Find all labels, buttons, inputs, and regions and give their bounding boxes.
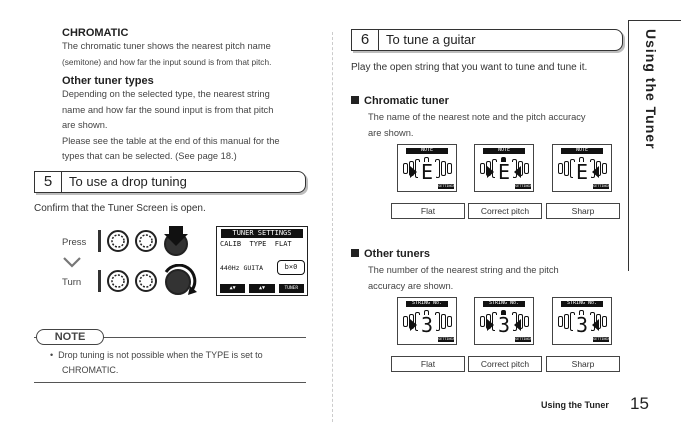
flat-value-highlight: b×0 — [277, 260, 305, 275]
note-heading: NOTE — [36, 329, 104, 345]
text-line: The name of the nearest note and the pitch accuracy — [368, 112, 586, 122]
arrow-right-icon — [487, 319, 494, 331]
arrow-left-icon — [592, 166, 599, 178]
arrow-right-icon — [487, 166, 494, 178]
tuner-display — [474, 297, 534, 345]
note-text — [50, 348, 263, 378]
display-header — [406, 148, 448, 154]
text-line: CHROMATIC. — [62, 365, 119, 375]
settings-tab — [593, 337, 609, 342]
tuner-settings-screen — [216, 226, 308, 296]
display-value: E — [575, 160, 589, 184]
footer-section-name: Using the Tuner — [541, 400, 609, 410]
display-header — [561, 148, 603, 154]
tuner-display — [474, 144, 534, 192]
display-header — [483, 301, 525, 307]
press-label: Press — [62, 237, 87, 248]
display-caption: Sharp — [546, 203, 620, 219]
text-line: Please see the table at the end of this manual for the — [62, 135, 280, 146]
other-tuner-types-description — [62, 87, 307, 165]
section-title: To use a drop tuning — [69, 174, 187, 189]
settings-tab — [438, 184, 454, 189]
tuner-display — [552, 297, 612, 345]
footswitch-icon — [136, 231, 156, 251]
settings-tab — [515, 184, 531, 189]
text-line: are shown. — [62, 120, 108, 130]
screen-footer — [220, 284, 304, 293]
chromatic-heading: CHROMATIC — [62, 27, 129, 39]
footswitch-row-turn — [96, 264, 208, 305]
arrow-icon: ▲▼ — [249, 284, 274, 293]
chromatic-description — [62, 39, 307, 70]
display-header — [561, 301, 603, 307]
display-value: 3 — [497, 313, 511, 337]
display-caption: Flat — [391, 356, 465, 372]
arrow-left-icon — [592, 319, 599, 331]
display-caption: Correct pitch — [468, 356, 542, 372]
heading-text: Other tuners — [364, 248, 431, 260]
section-title: To tune a guitar — [386, 32, 476, 47]
settings-label: SETTINGS — [593, 337, 610, 341]
settings-label: SETTINGS — [438, 184, 455, 188]
section-5-header — [34, 171, 306, 193]
column-divider — [332, 32, 333, 422]
tuner-display — [397, 297, 457, 345]
side-tab-label: Using the Tuner — [643, 29, 659, 150]
display-header-label: NOTE — [420, 147, 434, 153]
display-header-label: STRING No. — [566, 300, 598, 306]
heading-text: Chromatic tuner — [364, 95, 449, 107]
screen-row-values: 440Hz GUITA — [220, 264, 264, 272]
footswitch-row-press — [96, 224, 204, 263]
text-line: accuracy are shown. — [368, 280, 454, 291]
tuner-label: TUNER — [279, 284, 304, 293]
tune-intro: Play the open string that you want to tune and tune it. — [351, 62, 588, 73]
arrow-left-icon — [514, 166, 521, 178]
display-header-label: STRING No. — [488, 300, 520, 306]
screen-title: TUNER SETTINGS — [221, 229, 303, 238]
display-caption: Correct pitch — [468, 203, 542, 219]
display-caption: Sharp — [546, 356, 620, 372]
section-number: 6 — [352, 30, 379, 50]
settings-label: SETTINGS — [593, 184, 610, 188]
bullet-icon: • — [50, 350, 59, 360]
arrow-left-icon — [514, 319, 521, 331]
footswitch-pressed-icon — [164, 226, 188, 255]
side-tab — [628, 20, 681, 271]
section-6-header — [351, 29, 623, 51]
display-caption: Flat — [391, 203, 465, 219]
text-line: (semitone) and how far the input sound is from that pitch. — [62, 56, 272, 67]
other-tuner-types-heading: Other tuner types — [62, 75, 154, 87]
tuner-display — [552, 144, 612, 192]
text-line: are shown. — [368, 127, 414, 138]
arrow-icon: ▲▼ — [220, 284, 245, 293]
turn-label: Turn — [62, 277, 82, 288]
settings-tab — [593, 184, 609, 189]
section-number: 5 — [35, 172, 62, 192]
other-tuners-heading — [351, 248, 430, 260]
text-line: Drop tuning is not possible when the TYPE is set to — [58, 350, 263, 360]
square-bullet-icon — [351, 96, 359, 104]
arrow-right-icon — [410, 319, 417, 331]
display-header — [483, 148, 525, 154]
display-value: E — [420, 160, 434, 184]
footswitch-icon — [108, 231, 128, 251]
tuner-display — [397, 144, 457, 192]
chevron-down-icon — [62, 255, 82, 273]
square-bullet-icon — [351, 249, 359, 257]
settings-label: SETTINGS — [515, 184, 532, 188]
text-line: The chromatic tuner shows the nearest pitch name — [62, 41, 271, 51]
chromatic-tuner-heading — [351, 95, 449, 107]
text-line: The number of the nearest string and the pitch — [368, 265, 559, 275]
display-header-label: STRING No. — [411, 300, 443, 306]
screen-row-labels: CALIB TYPE FLAT — [220, 240, 292, 248]
text-line: Depending on the selected type, the nearest string — [62, 89, 270, 99]
other-tuners-description — [368, 263, 624, 294]
confirm-instruction: Confirm that the Tuner Screen is open. — [34, 203, 206, 214]
page-number: 15 — [630, 394, 649, 413]
chromatic-tuner-description — [368, 110, 624, 141]
display-value: 3 — [575, 313, 589, 337]
display-value: E — [497, 160, 511, 184]
settings-tab — [515, 337, 531, 342]
arrow-right-icon — [410, 166, 417, 178]
text-line: types that can be selected. (See page 18.) — [62, 151, 237, 161]
display-value: 3 — [420, 313, 434, 337]
display-header-label: NOTE — [497, 147, 511, 153]
settings-label: SETTINGS — [515, 337, 532, 341]
text-line: name and how far the sound input is from that pitch — [62, 104, 274, 115]
settings-tab — [438, 337, 454, 342]
display-header-label: NOTE — [575, 147, 589, 153]
settings-label: SETTINGS — [438, 337, 455, 341]
display-header — [406, 301, 448, 307]
